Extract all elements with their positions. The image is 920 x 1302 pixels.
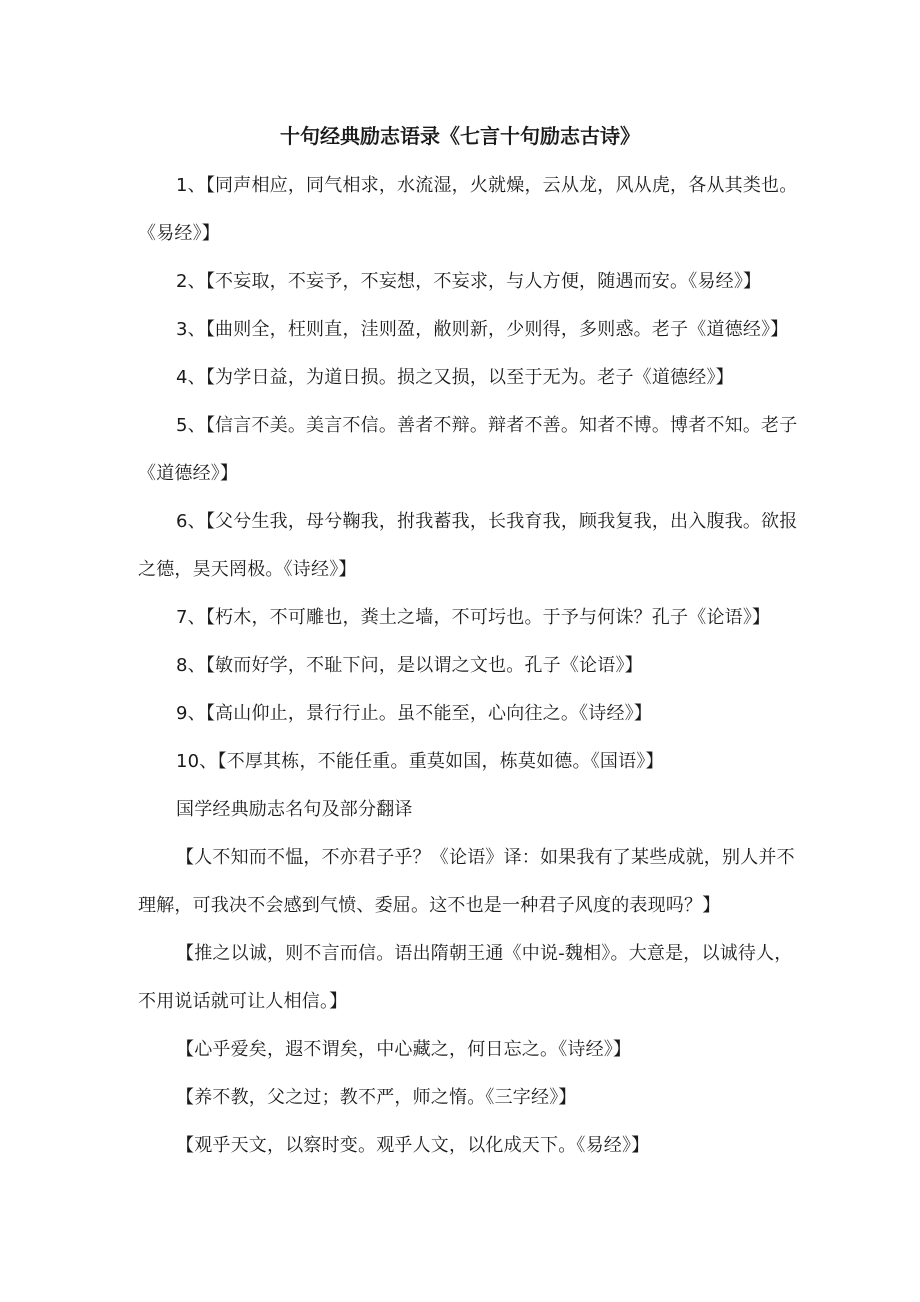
translated-quote-5: 【观乎天文，以察时变。观乎人文，以化成天下。《易经》】 — [176, 1135, 650, 1156]
translated-quote-2: 【推之以诚，则不言而信。语出隋朝王通《中说-魏相》。大意是，以诚待人，不用说话就可让人相信。】 — [138, 943, 793, 1012]
translated-quote-3: 【心乎爱矣，遐不谓矣，中心藏之，何日忘之。《诗经》】 — [176, 1039, 632, 1060]
translated-quote-4: 【养不教，父之过；教不严，师之惰。《三字经》】 — [176, 1087, 577, 1108]
quote-9: 9、【高山仰止，景行行止。虽不能至，心向往之。《诗经》】 — [176, 703, 653, 724]
quote-6: 6、【父兮生我，母兮鞠我，拊我蓄我，长我育我，顾我复我，出入腹我。欲报之德，昊天罔极。《诗经》】 — [138, 511, 798, 580]
quote-4: 4、【为学日益，为道日损。损之又损，以至于无为。老子《道德经》】 — [176, 367, 734, 388]
document-title: 十句经典励志语录《七言十句励志古诗》 — [280, 124, 640, 148]
section-heading: 国学经典励志名句及部分翻译 — [176, 799, 413, 820]
quote-3: 3、【曲则全，枉则直，洼则盈，敝则新，少则得，多则惑。老子《道德经》】 — [176, 319, 789, 340]
quote-5: 5、【信言不美。美言不信。善者不辩。辩者不善。知者不博。博者不知。老子《道德经》】 — [138, 415, 798, 484]
quote-8: 8、【敏而好学，不耻下问，是以谓之文也。孔子《论语》】 — [176, 655, 643, 676]
quote-7: 7、【朽木，不可雕也，粪土之墙，不可圬也。于予与何诛？孔子《论语》】 — [176, 607, 771, 628]
translated-quote-1: 【人不知而不愠，不亦君子乎？《论语》译：如果我有了某些成就，别人并不理解，可我决不会感到气愤、委屈。这不也是一种君子风度的表现吗？】 — [138, 847, 795, 916]
quote-10: 10、【不厚其栋，不能任重。重莫如国，栋莫如德。《国语》】 — [176, 751, 664, 772]
quote-1: 1、【同声相应，同气相求，水流湿，火就燥，云从龙，风从虎，各从其类也。《易经》】 — [138, 175, 798, 244]
quote-2: 2、【不妄取，不妄予，不妄想，不妄求，与人方便，随遇而安。《易经》】 — [176, 271, 762, 292]
